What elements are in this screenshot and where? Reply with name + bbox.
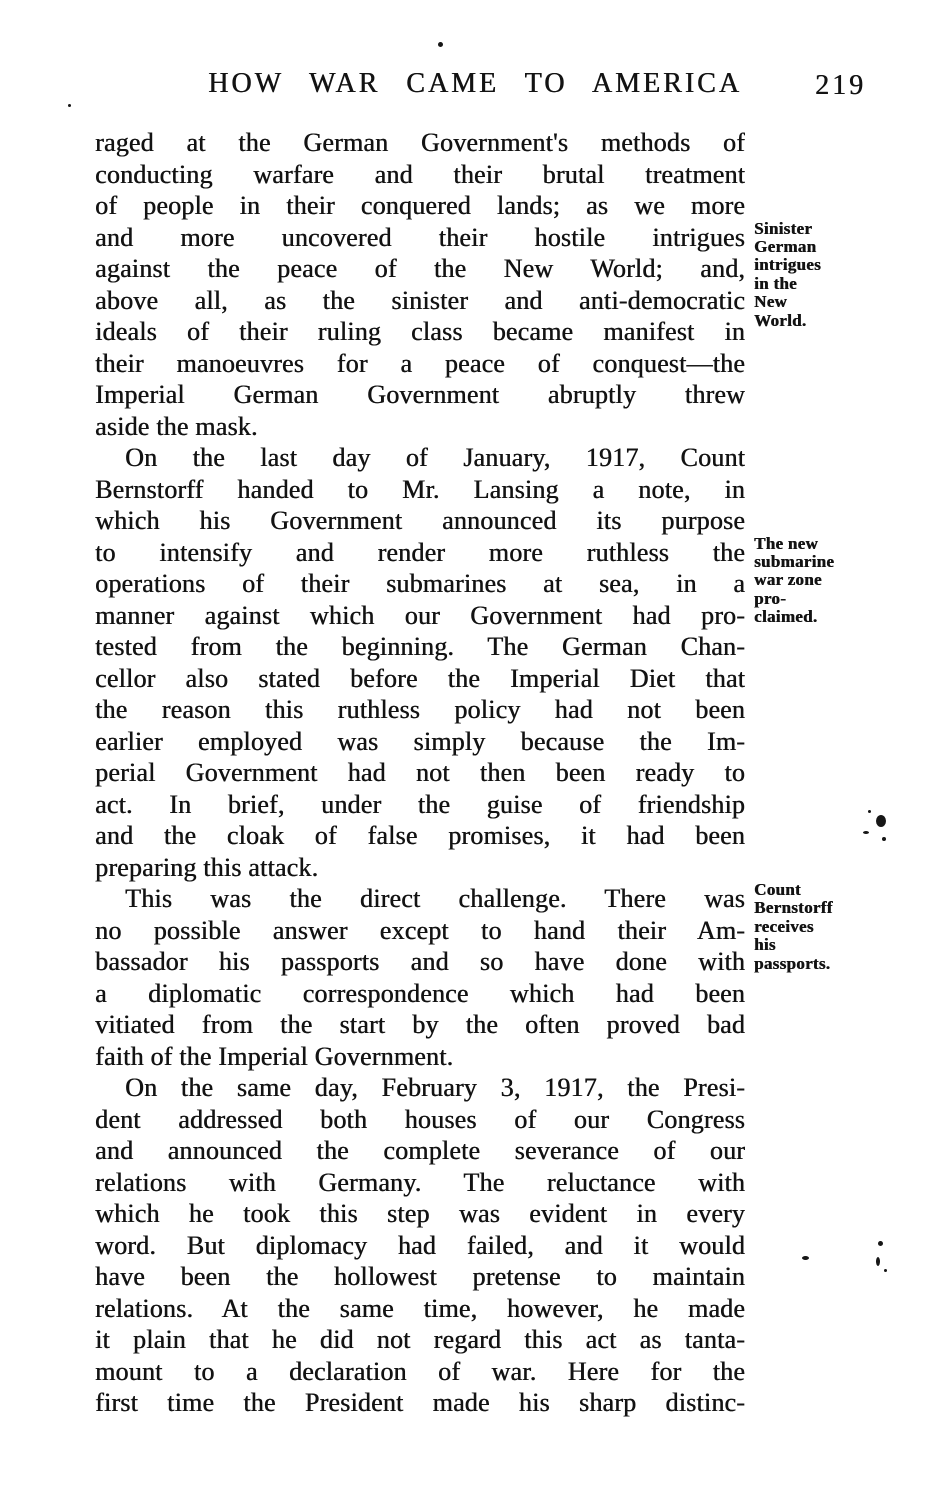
body-line: dent addressed both houses of our Congress	[95, 1104, 745, 1134]
body-line: tested from the beginning. The German Chan-	[95, 632, 745, 661]
body-line: conducting warfare and their brutal treatment	[95, 159, 745, 189]
scan-speck	[876, 815, 886, 827]
body-line: This was the direct challenge. There was	[125, 884, 745, 913]
body-line: above all, as the sinister and anti-democratic	[95, 285, 745, 315]
body-line: their manoeuvres for a peace of conquest—the	[95, 348, 745, 378]
body-line: of people in their conquered lands; as we more	[95, 191, 745, 220]
body-line: and more uncovered their hostile intrigues	[95, 222, 745, 252]
page-number: 219	[815, 70, 866, 101]
body-line: mount to a declaration of war. Here for the	[95, 1356, 745, 1386]
body-line: word. But diplomacy had failed, and it would	[95, 1230, 745, 1260]
body-line: earlier employed was simply because the Im-	[95, 726, 745, 756]
margin-note-line: claimed.	[754, 607, 818, 627]
scan-speck	[863, 831, 869, 834]
body-line: manner against which our Government had pro-	[95, 600, 745, 630]
body-line: and announced the complete severance of our	[95, 1136, 745, 1165]
margin-note-line: Count	[754, 880, 801, 899]
body-line: perial Government had not then been ready to	[95, 758, 745, 787]
body-line: relations with Germany. The reluctance with	[95, 1167, 745, 1197]
margin-note-line: his	[754, 935, 776, 955]
body-line: On the last day of January, 1917, Count	[125, 443, 745, 472]
body-line: which his Government announced its purpose	[95, 506, 745, 535]
margin-note-line: passports.	[754, 953, 831, 973]
body-line: the reason this ruthless policy had not been	[95, 695, 745, 724]
body-line: no possible answer except to hand their Am-	[95, 915, 745, 945]
body-line: it plain that he did not regard this act as tanta-	[95, 1325, 745, 1354]
scan-speck	[438, 42, 443, 47]
body-line: bassador his passports and so have done with	[95, 947, 745, 976]
margin-note-line: German	[754, 236, 817, 256]
body-line: first time the President made his sharp distinc-	[95, 1388, 745, 1417]
body-line: aside the mask.	[95, 411, 258, 441]
body-line: and the cloak of false promises, it had been	[95, 821, 745, 850]
body-line: ideals of their ruling class became manifest in	[95, 317, 745, 346]
body-line: a diplomatic correspondence which had been	[95, 978, 745, 1008]
body-line: vitiated from the start by the often proved bad	[95, 1010, 745, 1039]
margin-note	[754, 535, 904, 627]
body-line: to intensify and render more ruthless the	[95, 537, 745, 567]
scan-speck	[882, 837, 886, 841]
scan-speck	[68, 104, 71, 107]
margin-note-line: The new	[754, 533, 818, 553]
body-line: relations. At the same time, however, he made	[95, 1293, 745, 1323]
body-line: Bernstorff handed to Mr. Lansing a note, in	[95, 474, 745, 504]
body-line: preparing this attack.	[95, 852, 319, 882]
body-line: against the peace of the New World; and,	[95, 254, 745, 283]
body-text	[95, 128, 745, 1420]
body-line: have been the hollowest pretense to maintain	[95, 1262, 745, 1291]
scan-speck	[802, 1256, 809, 1260]
scan-speck	[878, 1241, 883, 1246]
body-line: Imperial German Government abruptly threw	[95, 380, 745, 409]
body-line: cellor also stated before the Imperial Diet that	[95, 663, 745, 693]
margin-note-line: Bernstorff	[754, 898, 833, 918]
margin-note-line: submarine	[754, 551, 835, 571]
margin-note-line: Sinister	[754, 218, 813, 238]
scan-speck	[876, 1257, 880, 1266]
margin-note-line: World.	[754, 310, 807, 330]
running-header: HOW WAR CAME TO AMERICA	[208, 68, 742, 99]
margin-note	[754, 881, 904, 973]
margin-note-line: war zone	[754, 570, 822, 590]
margin-note	[754, 220, 904, 330]
margin-note-line: New	[754, 292, 787, 312]
body-line: raged at the German Government's methods of	[95, 128, 745, 157]
margin-note-line: pro-	[754, 588, 787, 608]
scan-speck	[884, 1269, 887, 1272]
scan-speck	[868, 810, 871, 813]
body-line: operations of their submarines at sea, in a	[95, 569, 745, 598]
margin-note-line: intrigues	[754, 255, 821, 275]
body-line: which he took this step was evident in every	[95, 1199, 745, 1228]
margin-note-line: in the	[754, 273, 797, 293]
body-line: On the same day, February 3, 1917, the Presi-	[125, 1073, 745, 1102]
margin-note-line: receives	[754, 916, 814, 936]
body-line: act. In brief, under the guise of friendship	[95, 789, 745, 819]
body-line: faith of the Imperial Government.	[95, 1041, 454, 1071]
